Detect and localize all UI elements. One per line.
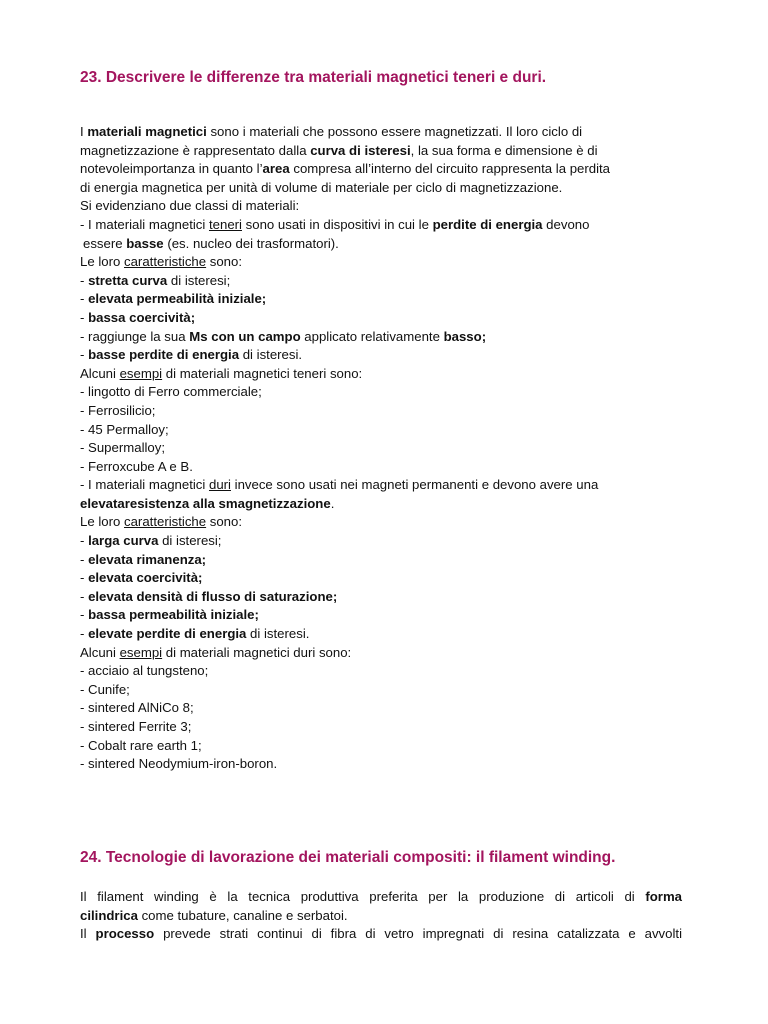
text: Il — [80, 926, 96, 942]
soft-example-item: - Ferroxcube A e B. — [80, 458, 193, 474]
text: di isteresi; — [167, 272, 231, 288]
soft-example-item: - Ferrosilicio; — [80, 402, 156, 418]
bold-text: elevata coercività; — [88, 570, 203, 586]
text: Le loro — [80, 514, 124, 530]
bold-text: elevataresistenza alla smagnetizzazione — [80, 495, 331, 511]
text: di energia magnetica per unità di volume di materiale per ciclo di magnetizzazione. — [80, 179, 563, 195]
bold-text: materiali magnetici — [87, 124, 207, 139]
underlined-text: caratteristiche — [124, 254, 207, 270]
text: notevoleimportanza in quanto l’ — [80, 161, 263, 177]
text: , la sua forma e dimensione è di — [410, 142, 598, 158]
p1-line-1 — [80, 888, 682, 907]
intro-line — [80, 179, 680, 198]
text: I — [80, 124, 88, 139]
section-24-body — [80, 888, 682, 944]
text: sono: — [206, 514, 243, 530]
bold-text: area — [262, 161, 290, 177]
hard-line-1 — [80, 476, 680, 495]
p2-line-1 — [80, 925, 682, 944]
text: - I materiali magnetici — [80, 477, 209, 493]
soft-char-item — [80, 328, 680, 347]
bold-text: elevata permeabilità iniziale; — [88, 291, 267, 307]
text: di materiali magnetici duri sono: — [162, 644, 352, 660]
hard-example-item: - sintered Ferrite 3; — [80, 719, 192, 734]
soft-char-item — [80, 290, 680, 309]
text: Alcuni — [80, 365, 120, 381]
bold-text: bassa coercività; — [88, 309, 196, 325]
bold-text: elevata densità di flusso di saturazione; — [88, 588, 338, 604]
hard-char-item — [80, 625, 680, 644]
hard-char-item — [80, 532, 680, 551]
classes-intro: Si evidenziano due classi di materiali: — [80, 198, 300, 214]
text: di materiali magnetici teneri sono: — [162, 365, 363, 381]
bold-text: cilindrica — [80, 907, 138, 923]
text: - — [80, 570, 89, 586]
text: - — [80, 272, 89, 288]
bold-text: larga curva — [88, 533, 159, 549]
text: (es. nucleo dei trasformatori). — [163, 235, 339, 251]
soft-char-item — [80, 346, 680, 365]
section-23-title: 23. Descrivere le differenze tra materiali magnetici teneri e duri. — [80, 69, 547, 86]
bold-text: basso; — [443, 328, 487, 344]
hard-char-item — [80, 551, 680, 570]
text: di isteresi; — [158, 533, 222, 549]
hard-example-item: - sintered AlNiCo 8; — [80, 700, 194, 716]
hard-example-item: - acciaio al tungsteno; — [80, 663, 209, 679]
text: sono usati in dispositivi in cui le — [241, 216, 433, 232]
p1-line-2 — [80, 907, 682, 926]
text: - — [80, 347, 89, 363]
text: come tubature, canaline e serbatoi. — [137, 907, 348, 923]
hard-char-item — [80, 606, 680, 625]
bold-text: curva di isteresi — [310, 142, 411, 158]
text: - — [80, 551, 89, 567]
text: - raggiunge la sua — [80, 328, 190, 344]
hard-example-item: - sintered Neodymium-iron-boron. — [80, 756, 278, 772]
hard-chars-intro — [80, 513, 680, 532]
bold-text: elevata rimanenza; — [88, 551, 207, 567]
hard-char-item — [80, 588, 680, 607]
underlined-text: esempi — [119, 365, 163, 381]
hard-char-item — [80, 569, 680, 588]
text: prevede strati continui di fibra di vetro impregnati di resina catalizzata e avvolti — [154, 926, 682, 942]
bold-text: elevate perdite di energia — [88, 626, 247, 642]
soft-line-1 — [80, 216, 680, 235]
soft-examples-intro — [80, 365, 680, 384]
text: - — [80, 309, 89, 325]
text: Il filament winding è la tecnica produttiva preferita per la produzione di articoli di — [80, 889, 646, 904]
text: essere — [83, 235, 127, 251]
bold-text: perdite di energia — [432, 216, 543, 232]
text: compresa all’interno del circuito rappresenta la perdita — [289, 161, 611, 177]
soft-example-item: - lingotto di Ferro commerciale; — [80, 384, 262, 400]
text: devono — [542, 216, 590, 232]
bold-text: processo — [95, 926, 155, 942]
underlined-text: duri — [208, 477, 231, 493]
text: invece sono usati nei magneti permanenti e devono avere una — [230, 477, 599, 493]
bold-text: basse — [126, 235, 164, 251]
bold-text: forma — [645, 889, 682, 904]
hard-example-item: - Cobalt rare earth 1; — [80, 737, 202, 753]
bold-text: bassa permeabilità iniziale; — [88, 607, 259, 623]
text: magnetizzazione è rappresentato dalla — [80, 142, 311, 158]
bold-text: stretta curva — [88, 272, 168, 288]
soft-char-item — [80, 272, 680, 291]
hard-line-2 — [80, 495, 680, 514]
text: sono i materiali che possono essere magnetizzati. Il loro ciclo di — [206, 124, 583, 139]
soft-chars-intro — [80, 253, 680, 272]
soft-char-item — [80, 309, 680, 328]
soft-line-2 — [80, 235, 680, 254]
text: di isteresi. — [239, 347, 303, 363]
section-24-title: 24. Tecnologie di lavorazione dei materiali compositi: il filament winding. — [80, 849, 616, 866]
text: - I materiali magnetici — [80, 216, 209, 232]
underlined-text: teneri — [208, 216, 242, 232]
text: - — [80, 588, 89, 604]
bold-text: basse perdite di energia — [88, 347, 240, 363]
underlined-text: esempi — [119, 644, 163, 660]
text: Le loro — [80, 254, 124, 270]
intro-line — [80, 142, 680, 161]
text: Alcuni — [80, 644, 120, 660]
intro-line — [80, 123, 680, 142]
section-23-body — [80, 123, 680, 774]
text: - — [80, 291, 89, 307]
text: - — [80, 533, 89, 549]
text: . — [330, 495, 335, 511]
text: sono: — [206, 254, 243, 270]
text: - — [80, 626, 89, 642]
text: di isteresi. — [246, 626, 310, 642]
intro-line — [80, 160, 680, 179]
soft-example-item: - 45 Permalloy; — [80, 421, 169, 437]
hard-example-item: - Cunife; — [80, 681, 130, 697]
bold-text: Ms con un campo — [189, 328, 301, 344]
underlined-text: caratteristiche — [124, 514, 207, 530]
text: - — [80, 607, 89, 623]
soft-example-item: - Supermalloy; — [80, 440, 166, 456]
hard-examples-intro — [80, 644, 680, 663]
text: applicato relativamente — [300, 328, 444, 344]
